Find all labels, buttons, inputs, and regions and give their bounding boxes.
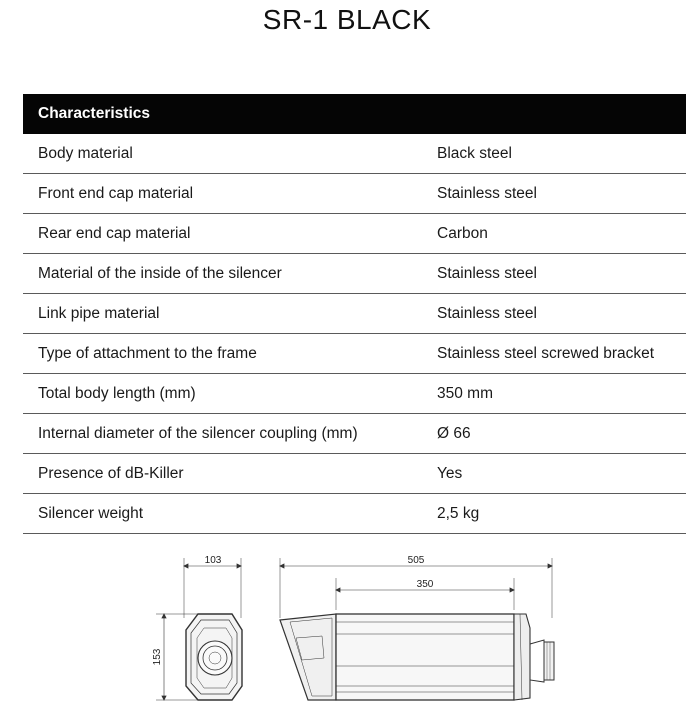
- row-value: Black steel: [437, 134, 686, 174]
- table-header-row: [23, 94, 686, 134]
- row-label: Body material: [23, 134, 437, 174]
- row-label: Front end cap material: [23, 174, 437, 214]
- row-value: Stainless steel: [437, 294, 686, 334]
- table-header: Characteristics: [23, 94, 686, 134]
- height-dimension-label: 153: [152, 648, 163, 666]
- row-value: 2,5 kg: [437, 494, 686, 534]
- front-view: [156, 558, 242, 700]
- row-value: Stainless steel: [437, 254, 686, 294]
- row-value: Stainless steel: [437, 174, 686, 214]
- table-row: [23, 174, 686, 214]
- silencer-technical-drawing: [140, 548, 560, 708]
- table-row: [23, 374, 686, 414]
- row-label: Type of attachment to the frame: [23, 334, 437, 374]
- table-row: [23, 294, 686, 334]
- row-value: Yes: [437, 454, 686, 494]
- row-value: Ø 66: [437, 414, 686, 454]
- width-dimension-label: 103: [204, 555, 222, 566]
- table-row: [23, 494, 686, 534]
- row-value: Stainless steel screwed bracket: [437, 334, 686, 374]
- page-title: SR-1 BLACK: [262, 4, 432, 35]
- row-label: Internal diameter of the silencer coupling (mm): [23, 414, 437, 454]
- table-row: [23, 254, 686, 294]
- row-label: Presence of dB-Killer: [23, 454, 437, 494]
- table-row: [23, 214, 686, 254]
- table-row: [23, 454, 686, 494]
- body-length-label: 350: [416, 579, 434, 590]
- table-row: [23, 414, 686, 454]
- row-value: 350 mm: [437, 374, 686, 414]
- row-label: Link pipe material: [23, 294, 437, 334]
- row-label: Total body length (mm): [23, 374, 437, 414]
- row-label: Material of the inside of the silencer: [23, 254, 437, 294]
- row-label: Silencer weight: [23, 494, 437, 534]
- row-value: Carbon: [437, 214, 686, 254]
- characteristics-table: [23, 94, 686, 534]
- table-row: [23, 134, 686, 174]
- row-label: Rear end cap material: [23, 214, 437, 254]
- table-row: [23, 334, 686, 374]
- overall-length-label: 505: [407, 555, 425, 566]
